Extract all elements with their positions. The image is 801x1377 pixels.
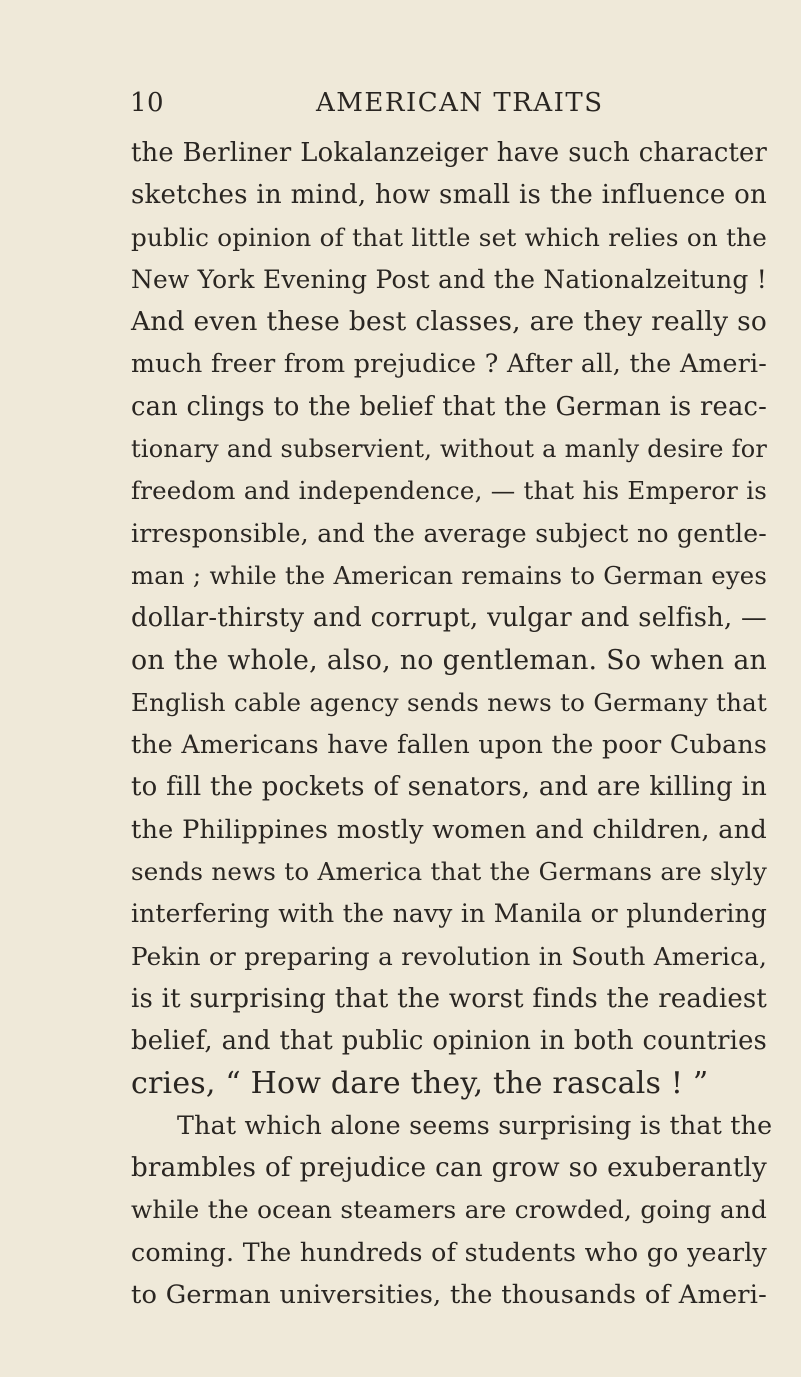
text-line: And even these best classes, are they really so xyxy=(131,306,767,338)
text-line: coming. The hundreds of students who go yearly xyxy=(131,1237,767,1267)
text-line: dollar-thirsty and corrupt, vulgar and selfish, — xyxy=(131,603,767,634)
text-line: on the whole, also, no gentleman. So when an xyxy=(131,644,767,676)
text-line: public opinion of that little set which relies on the xyxy=(131,222,767,252)
text-line: tionary and subservient, without a manly desire for xyxy=(131,435,767,464)
text-line: brambles of prejudice can grow so exuberantly xyxy=(131,1153,767,1184)
body-text xyxy=(131,132,773,1316)
paragraph-end-line: cries, “ How dare they, the rascals ! ” xyxy=(131,1065,709,1101)
text-line: while the ocean steamers are crowded, going and xyxy=(131,1195,767,1225)
page-header xyxy=(0,88,801,128)
text-line: the Philippines mostly women and children, and xyxy=(131,814,767,845)
text-line: much freer from prejudice ? After all, the Ameri- xyxy=(131,349,767,379)
text-line: interfering with the navy in Manila or plundering xyxy=(131,899,767,929)
text-line: man ; while the American remains to German eyes xyxy=(131,560,767,590)
text-line: Pekin or preparing a revolution in South America, xyxy=(131,941,767,971)
paragraph-start-line: That which alone seems surprising is that the xyxy=(177,1110,773,1140)
text-line: irresponsible, and the average subject no gentle- xyxy=(131,518,767,548)
text-line: sends news to America that the Germans are slyly xyxy=(131,857,767,887)
text-line: freedom and independence, — that his Emperor is xyxy=(131,476,767,506)
text-line: the Berliner Lokalanzeiger have such character xyxy=(131,138,767,168)
page-number: 10 xyxy=(130,88,165,118)
text-line: to fill the pockets of senators, and are killing in xyxy=(131,772,767,803)
text-line: belief, and that public opinion in both countries xyxy=(131,1026,767,1057)
text-line: English cable agency sends news to Germany that xyxy=(131,687,767,717)
text-line: sketches in mind, how small is the influence on xyxy=(131,180,767,211)
text-line: is it surprising that the worst finds the readiest xyxy=(131,983,767,1014)
running-head: AMERICAN TRAITS xyxy=(316,88,604,118)
text-line: New York Evening Post and the Nationalzeitung ! xyxy=(131,264,767,294)
text-line: can clings to the belief that the German is reac- xyxy=(131,391,767,422)
text-line: the Americans have fallen upon the poor Cubans xyxy=(131,730,767,760)
text-line: to German universities, the thousands of Ameri- xyxy=(131,1280,767,1311)
